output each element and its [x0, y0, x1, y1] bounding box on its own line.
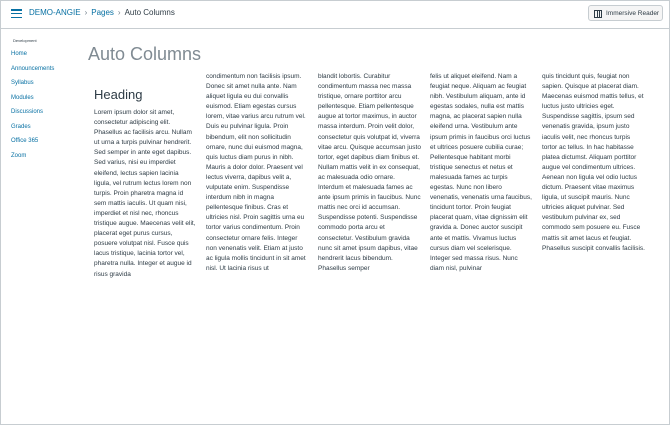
page-title: Auto Columns [88, 44, 202, 64]
breadcrumb [29, 8, 175, 17]
content-column-1 [94, 87, 197, 280]
content-column-3 [318, 72, 421, 274]
sidebar-item-office-365[interactable]: Office 365 [11, 138, 39, 144]
book-icon [594, 10, 602, 16]
chevron-right-icon: › [84, 8, 88, 17]
immersive-reader-label: Immersive Reader [606, 9, 660, 17]
sidebar-item-syllabus[interactable]: Syllabus [11, 80, 34, 86]
sidebar-item-modules[interactable]: Modules [11, 94, 34, 101]
column-text: blandit lobortis. Curabitur condimentum massa nec massa tristique, ornare porttitor arcu pellentesque. Etiam pellentesque augue at tortor maximus, in auctor massa interdum. Proin velit dolor, consectetur quis volutpat id, viverra vitae arcu. Quisque accumsan justo tortor, eget dapibus diam finibus et. Nullam mattis velit in ex consequat, ac malesuada odio ornare. Interdum et malesuada fames ac ante ipsum primis in faucibus. Nunc mattis nec orci id accumsan. Suspendisse potenti. Suspendisse commodo porta arcu et consectetur. Vestibulum gravida nunc sit amet ipsum dapibus, vitae hendrerit lacus bibendum. Phasellus semper [318, 73, 421, 272]
top-bar [0, 0, 670, 29]
sidebar-item-discussions[interactable]: Discussions [11, 109, 44, 115]
breadcrumb-current: Auto Columns [124, 8, 175, 17]
sidebar-item-announcements[interactable]: Announcements [11, 65, 55, 72]
sidebar-item-grades[interactable]: Grades [11, 123, 31, 130]
chevron-right-icon: › [117, 8, 121, 17]
column-text: Lorem ipsum dolor sit amet, consectetur adipiscing elit. Phasellus ac facilisis arcu. Nullam ut urna a turpis pulvinar hendrerit. Sed semper in ante eget dapibus. Sed varius, nisi eu imperdiet eleifend, lectus sapien lacinia ligula, vel rutrum lectus lorem non turpis. Proin pharetra magna id sem mattis iaculis. Ut quam nisi, imperdiet et nisl nec, rhoncus tristique augue. Maecenas velit elit, placerat eget purus cursus, posuere volutpat nisl. Fusce quis lacus tristique, lacinia tortor vel, pharetra nulla. Integer et augue id risus gravida [94, 109, 196, 278]
sidebar-section-label: Development [13, 38, 37, 43]
immersive-reader-button[interactable] [588, 5, 663, 21]
content-column-5 [542, 72, 645, 254]
course-nav [11, 50, 54, 166]
hamburger-menu-icon[interactable] [11, 9, 22, 18]
column-text: condimentum non facilisis ipsum. Donec sit amet nulla ante. Nam aliquet ligula eu dui convallis euismod. Etiam egestas cursus lorem, vitae varius arcu rutrum vel. Duis eu pulvinar ligula. Proin bibendum, elit non sollicitudin ornare, nunc dui euismod magna, quis luctus diam purus in nibh. Mauris a dolor dolor. Praesent vel lectus viverra, dapibus velit a, vulputate enim. Suspendisse interdum nibh in magna pellentesque finibus. Cras et ultricies nisl. Proin sagittis urna eu tortor varius condimentum. Proin consectetur ornare felis. Integer non venenatis velit. Etiam at justo ac ligula mollis tincidunt in sit amet nisl. Ut lacinia risus ut [206, 73, 306, 272]
content-heading: Heading [94, 87, 143, 102]
content-column-2 [206, 72, 309, 274]
breadcrumb-pages-link[interactable]: Pages [91, 8, 114, 17]
content-column-4 [430, 72, 533, 274]
column-text: felis ut aliquet eleifend. Nam a feugiat neque. Aliquam ac feugiat nibh. Vestibulum aliquam, ante id egestas sodales, nulla est mattis magna, ac placerat sapien nulla eleifend urna. Vestibulum ante ipsum primis in faucibus orci luctus et ultrices posuere cubilia curae; Pellentesque habitant morbi tristique senectus et netus et malesuada fames ac turpis egestas. Nunc non libero venenatis, venenatis urna faucibus, tincidunt tortor. Proin feugiat placerat quam, vitae dignissim elit gravida a. Donec auctor suscipit ante et mattis. Vivamus luctus cursus diam vel scelerisque. Integer sed massa risus. Nunc diam nisl, pulvinar [430, 73, 532, 272]
sidebar-item-zoom[interactable]: Zoom [11, 152, 27, 159]
sidebar-item-home[interactable]: Home [11, 51, 28, 57]
breadcrumb-course-link[interactable]: DEMO-ANGIE [29, 8, 81, 17]
column-text: quis tincidunt quis, feugiat non sapien. Quisque at placerat diam. Maecenas euismod mattis tellus, et luctus justo ultricies eget. Suspendisse sagittis, ipsum sed venenatis gravida, ipsum justo iaculis velit, nec rhoncus turpis tortor ac tellus. In hac habitasse platea dictumst. Aliquam porttitor augue vel condimentum ultrices. Aenean non ligula vel odio luctus dictum. Praesent vitae maximus ligula, ut suscipit mauris. Nunc ultricies aliquet pulvinar. Sed vestibulum pulvinar ex, sed commodo sem posuere eu. Fusce mattis sit amet lacus et feugiat. Phasellus suscipit convallis facilisis. [542, 73, 645, 252]
